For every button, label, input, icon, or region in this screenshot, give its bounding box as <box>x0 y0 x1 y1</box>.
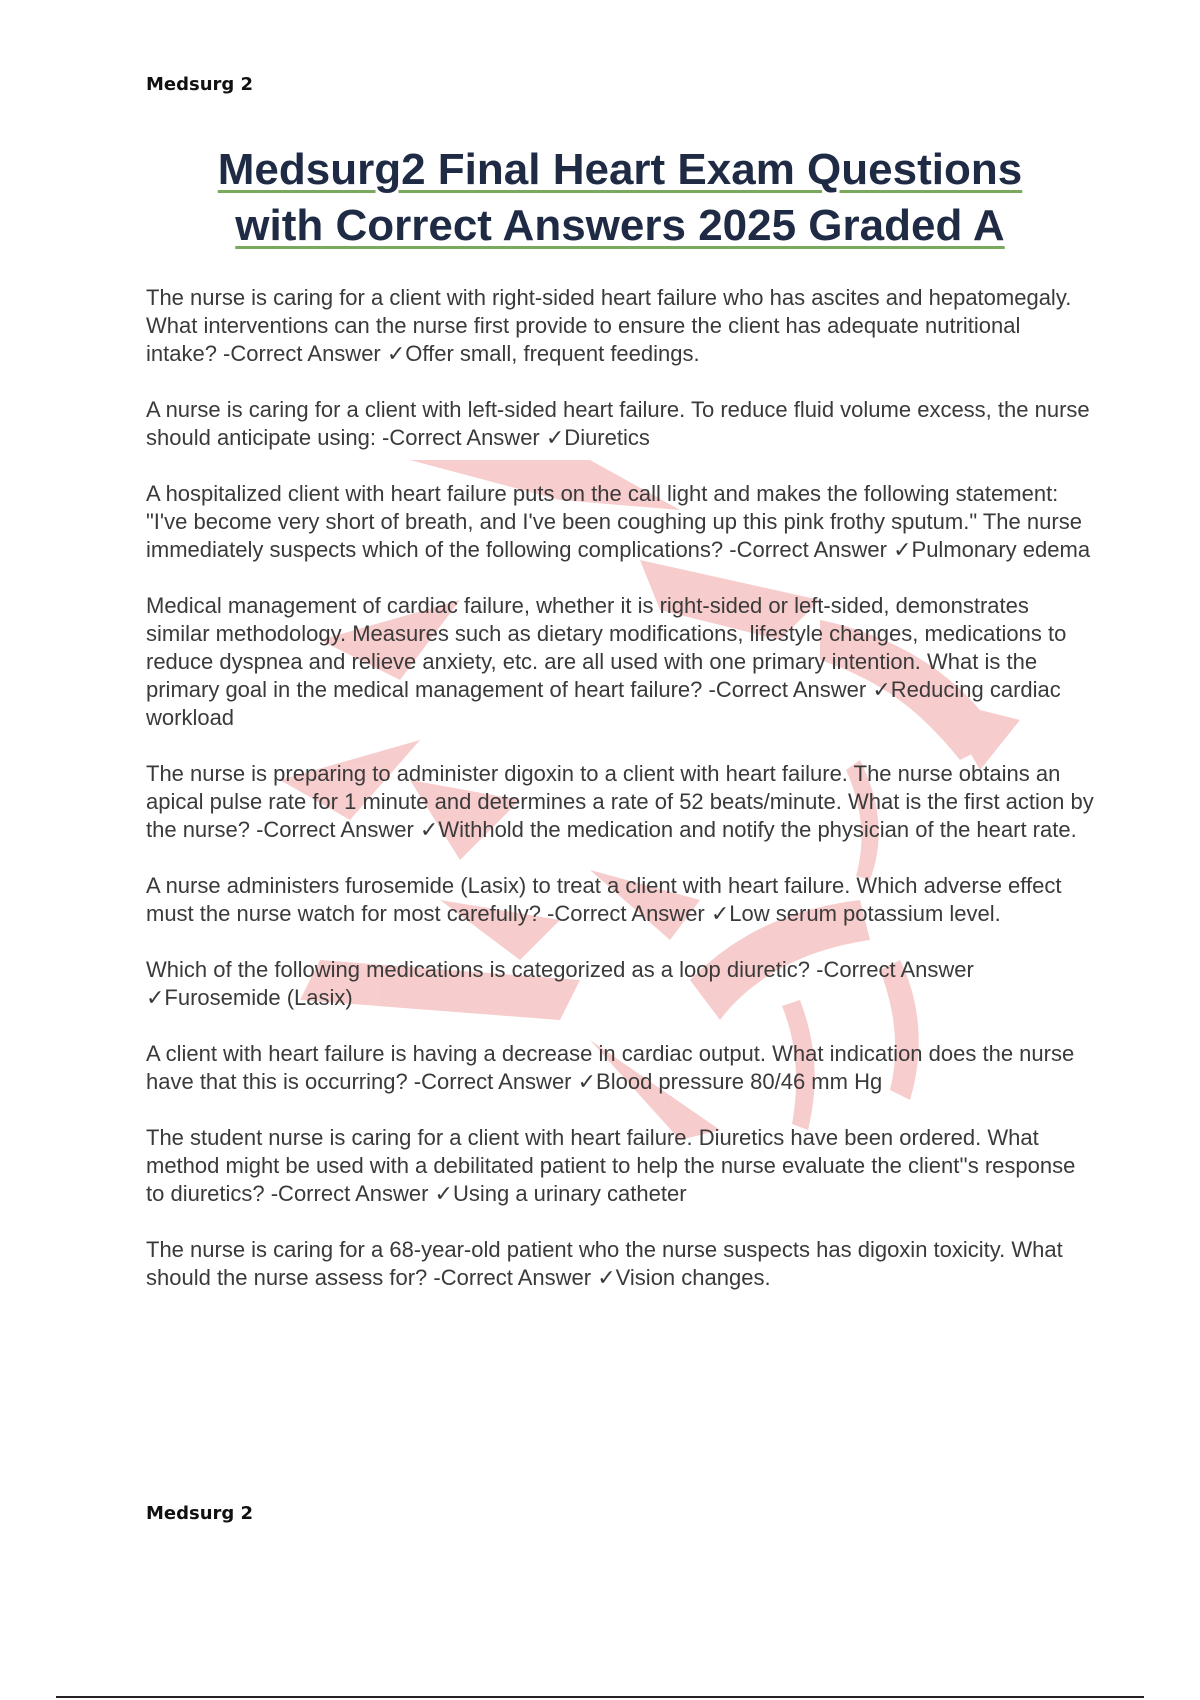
page-bottom-rule <box>56 1696 1144 1698</box>
qa-item-8: A client with heart failure is having a decrease in cardiac output. What indication does the nurse have that this is occurring? -Correct Answer ✓Blood pressure 80/46 mm Hg <box>146 1041 1075 1094</box>
qa-item-6: A nurse administers furosemide (Lasix) to treat a client with heart failure. Which adverse effect must the nurse watch for most carefully? -Correct Answer ✓Low serum potassium level. <box>146 873 1062 926</box>
document-title <box>120 145 1120 257</box>
qa-item-7: Which of the following medications is categorized as a loop diuretic? -Correct Answer ✓Furosemide (Lasix) <box>146 957 974 1010</box>
qa-item-4: Medical management of cardiac failure, whether it is right-sided or left-sided, demonstrates similar methodology. Measures such as dietary modifications, lifestyle changes, medications to reduce dyspnea and relieve anxiety, etc. are all used with one primary intention. What is the primary goal in the medical management of heart failure? -Correct Answer ✓Reducing cardiac workload <box>146 593 1067 730</box>
qa-item-2: A nurse is caring for a client with left-sided heart failure. To reduce fluid volume excess, the nurse should anticipate using: -Correct Answer ✓Diuretics <box>146 397 1090 450</box>
title-line-1: Medsurg2 Final Heart Exam Questions <box>217 145 1023 194</box>
title-line-2: with Correct Answers 2025 Graded A <box>235 201 1005 250</box>
qa-item-3: A hospitalized client with heart failure puts on the call light and makes the following statement: "I've become very short of breath, and I've been coughing up this pink frothy sputum." The nurse immediately suspects which of the following complications? -Correct Answer ✓Pulmonary edema <box>146 481 1091 562</box>
question-answer-list <box>146 284 1096 1320</box>
qa-item-5: The nurse is preparing to administer digoxin to a client with heart failure. The nurse obtains an apical pulse rate for 1 minute and determines a rate of 52 beats/minute. What is the first action by the nurse? -Correct Answer ✓Withhold the medication and notify the physician of the heart rate. <box>146 761 1094 842</box>
running-footer: Medsurg 2 <box>146 1503 254 1524</box>
qa-item-1: The nurse is caring for a client with right-sided heart failure who has ascites and hepatomegaly. What interventions can the nurse first provide to ensure the client has adequate nutritional intake? -Correct Answer ✓Offer small, frequent feedings. <box>146 285 1072 366</box>
qa-item-10: The nurse is caring for a 68-year-old patient who the nurse suspects has digoxin toxicity. What should the nurse assess for? -Correct Answer ✓Vision changes. <box>146 1237 1063 1290</box>
qa-item-9: The student nurse is caring for a client with heart failure. Diuretics have been ordered. What method might be used with a debilitated patient to help the nurse evaluate the client''s response to diuretics? -Correct Answer ✓Using a urinary catheter <box>146 1125 1076 1206</box>
running-header: Medsurg 2 <box>146 74 254 95</box>
